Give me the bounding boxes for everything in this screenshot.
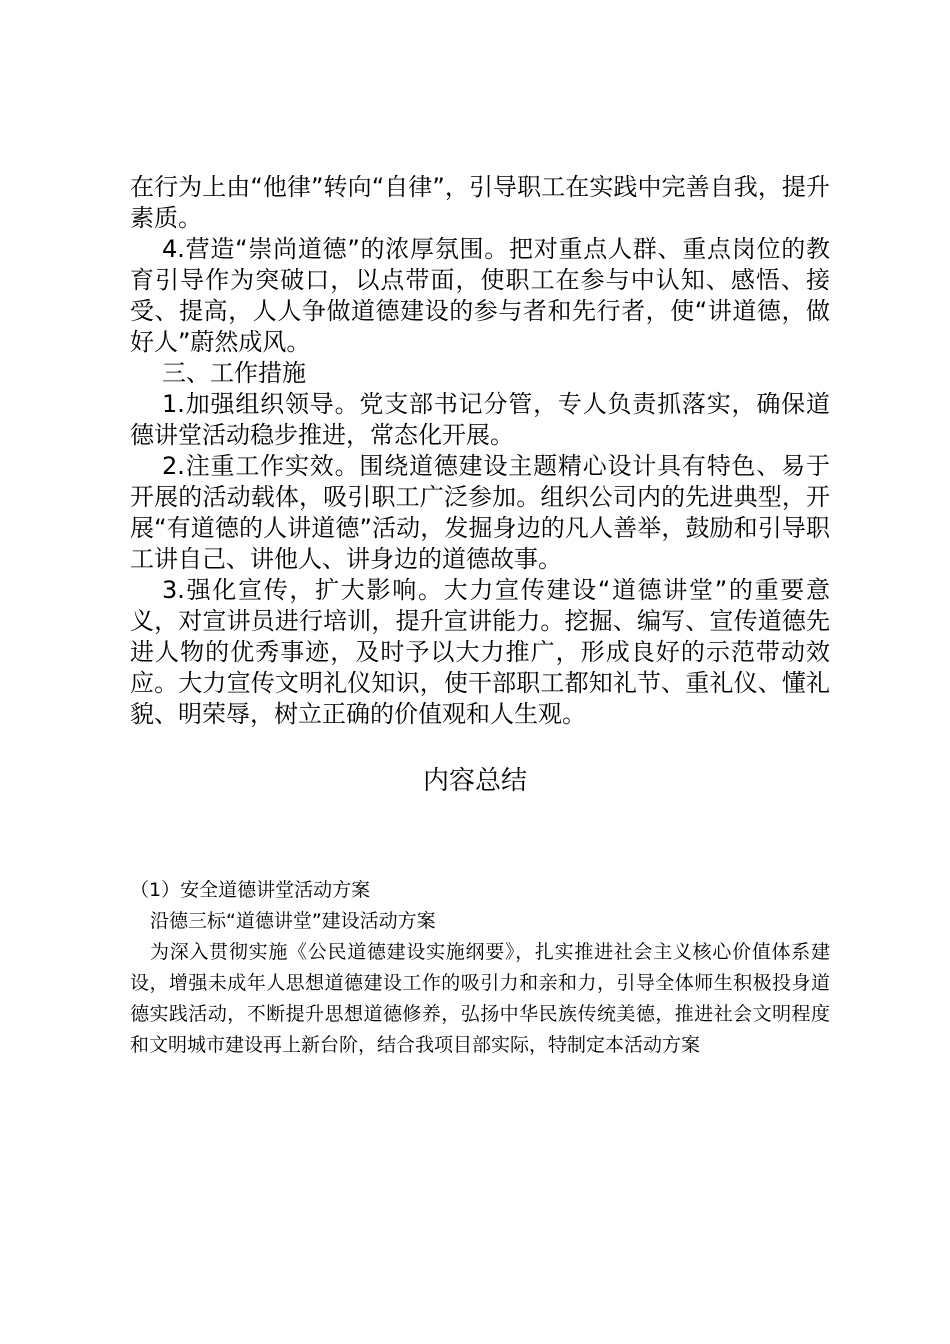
summary-subtitle: 沿德三标“道德讲堂”建设活动方案 — [150, 910, 436, 932]
summary-text: 为深入贯彻实施《公民道德建设实施纲要》，扎实推进社会主义核心价值体系建设，增强未成年人思想道德建设工作的吸引力和亲和力，引导全体师生积极投身道德实践活动，不断提升思想道德修养，弘扬中华民族传统美德，推进社会文明程度和文明城市建设再上新台阶，结合我项目部实际，特制定本活动方案 — [130, 941, 830, 1056]
body-paragraph-measure-3: 3.强化宣传，扩大影响。大力宣传建设“道德讲堂”的重要意义，对宣讲员进行培训，提升宣讲能力。挖掘、编写、宣传道德先进人物的优秀事迹，及时予以大力推广，形成良好的示范带动效应。大力宣传文明礼仪知识，使干部职工都知礼节、重礼仪、懂礼貌、明荣辱，树立正确的价值观和人生观。 — [130, 576, 830, 728]
body-paragraph-measure-2: 2.注重工作实效。围绕道德建设主题精心设计具有特色、易于开展的活动载体，吸引职工广泛参加。组织公司内的先进典型，开展“有道德的人讲道德”活动，发掘身边的凡人善举，鼓励和引导职工讲自己、讲他人、讲身边的道德故事。 — [130, 452, 830, 573]
summary-title: 内容总结 — [422, 766, 527, 796]
summary-item-heading: （1）安全道德讲堂活动方案 — [130, 879, 371, 901]
body-paragraph-measure-1: 1.加强组织领导。党支部书记分管，专人负责抓落实，确保道德讲堂活动稳步推进，常态化开展。 — [130, 390, 830, 449]
summary-section — [130, 875, 830, 1061]
main-body — [130, 172, 830, 730]
body-paragraph-item-4: 4.营造“崇尚道德”的浓厚氛围。把对重点人群、重点岗位的教育引导作为突破口，以点带面，使职工在参与中认知、感悟、接受、提高，人人争做道德建设的参与者和先行者，使“讲道德，做好人”蔚然成风。 — [130, 235, 830, 356]
body-paragraph-continuation: 在行为上由“他律”转向“自律”，引导职工在实践中完善自我，提升素质。 — [130, 173, 830, 232]
section-heading-measures: 三、工作措施 — [162, 359, 306, 387]
